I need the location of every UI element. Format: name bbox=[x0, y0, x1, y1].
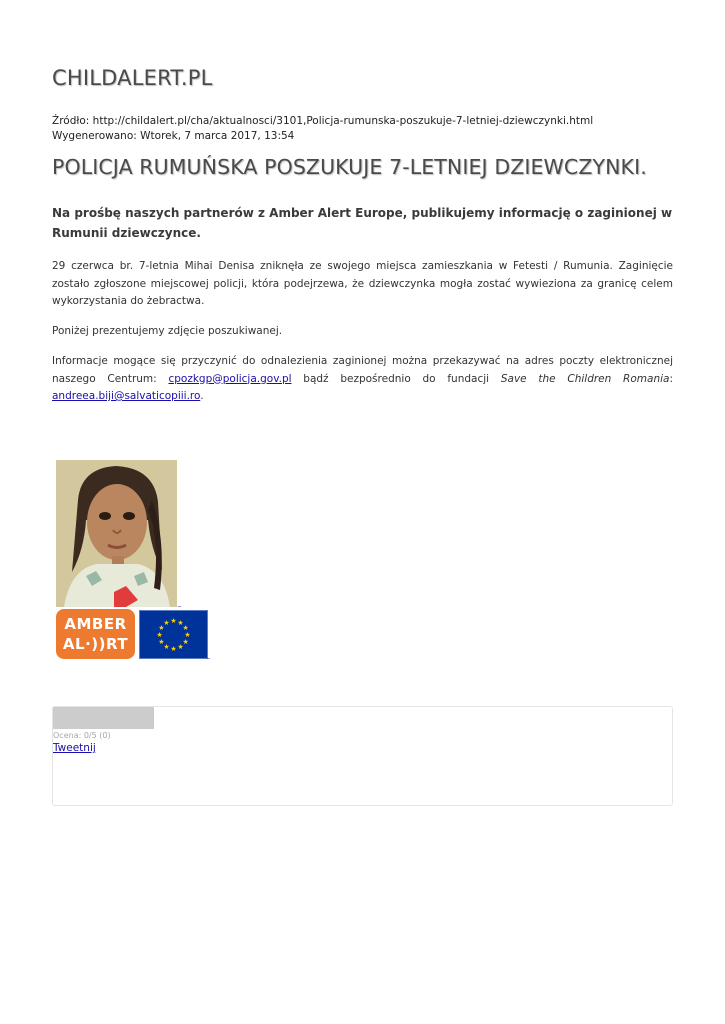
eu-star-icon: ★ bbox=[177, 618, 184, 627]
image-link-mark: _ bbox=[178, 600, 181, 607]
eu-stars-icon bbox=[140, 611, 207, 658]
organization-name: Save the Children Romania bbox=[500, 372, 670, 385]
eu-star-icon: ★ bbox=[158, 624, 165, 632]
child-portrait-image bbox=[56, 460, 177, 607]
contact-text-end: . bbox=[200, 390, 204, 402]
generated-line bbox=[52, 129, 593, 144]
eu-star-icon: ★ bbox=[158, 638, 165, 646]
article-lead: Na prośbę naszych partnerów z Amber Alert Europe, publikujemy informację o zaginionej w Rumunii dziewczynce. bbox=[52, 206, 673, 240]
email-link-police[interactable]: cpozkgp@policja.gov.pl bbox=[168, 372, 292, 385]
meta-info bbox=[52, 114, 593, 143]
generated-label: Wygenerowano: bbox=[52, 129, 137, 142]
eu-star-icon: ★ bbox=[170, 617, 177, 625]
logo-link-mark: _ bbox=[207, 652, 210, 659]
article-paragraph-3 bbox=[52, 353, 673, 406]
article-paragraph-2: Poniżej prezentujemy zdjęcie poszukiwanej. bbox=[52, 325, 283, 337]
article-title: POLICJA RUMUŃSKA POSZUKUJE 7-LETNIEJ DZIEWCZYNKI. bbox=[52, 155, 647, 179]
contact-text-1: Informacje mogące się przyczynić do odnalezienia zaginionej można przekazywać na adres poczty elektronicznej naszego Centrum: bbox=[52, 355, 673, 385]
eu-star-icon: ★ bbox=[182, 638, 189, 646]
eu-star-icon: ★ bbox=[184, 631, 191, 639]
amber-logo-text-2: AL·))RT bbox=[62, 635, 129, 653]
eu-flag-logo bbox=[139, 610, 208, 659]
amber-logo-text-1: AMBER bbox=[64, 615, 127, 633]
eu-star-icon: ★ bbox=[163, 618, 170, 627]
source-url: http://childalert.pl/cha/aktualnosci/3101,Policja-rumunska-poszukuje-7-letniej-dziewczynki.html bbox=[92, 115, 594, 127]
eu-star-icon: ★ bbox=[170, 645, 177, 653]
eu-star-icon: ★ bbox=[182, 624, 189, 632]
rating-label: Ocena: 0/5 (0) bbox=[53, 731, 111, 740]
source-label: Źródło: bbox=[52, 115, 90, 127]
email-link-foundation[interactable]: andreea.biji@salvaticopiii.ro bbox=[52, 390, 201, 402]
generated-value: Wtorek, 7 marca 2017, 13:54 bbox=[140, 129, 295, 142]
tweet-link[interactable]: Tweetnij bbox=[53, 742, 96, 754]
missing-child-photo bbox=[56, 460, 177, 607]
rating-stars-bar[interactable] bbox=[53, 707, 154, 729]
eu-star-icon: ★ bbox=[177, 643, 184, 652]
rating-box bbox=[52, 706, 673, 806]
contact-text-3: : bbox=[669, 372, 673, 385]
article-paragraph-1: 29 czerwca br. 7-letnia Mihai Denisa zniknęła ze swojego miejsca zamieszkania w Fetesti / Rumunia. Zaginięcie zostało zgłoszone miejscowej policji, która podejrzewa, że dziewczynka mogła zostać wywieziona za granicę celem wykorzystania do żebractwa. bbox=[52, 260, 673, 307]
eu-star-icon: ★ bbox=[156, 631, 163, 639]
eu-star-icon: ★ bbox=[163, 643, 170, 652]
contact-text-2: bądź bezpośrednio do fundacji bbox=[291, 372, 501, 385]
source-line bbox=[52, 114, 593, 129]
amber-alert-logo bbox=[56, 609, 135, 659]
site-title: CHILDALERT.PL bbox=[52, 66, 213, 90]
